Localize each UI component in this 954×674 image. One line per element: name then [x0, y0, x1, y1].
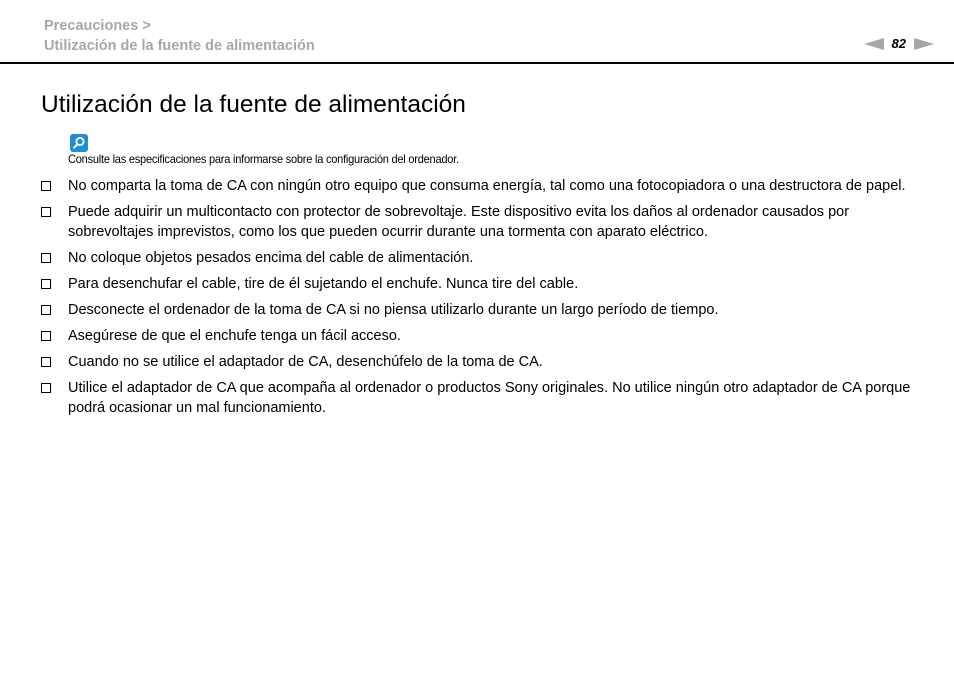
- checkbox-bullet-icon: [41, 383, 51, 393]
- list-item-text: No comparta la toma de CA con ningún otro equipo que consuma energía, tal como una fotocopiadora o una destructora de papel.: [68, 178, 906, 194]
- list-item: [40, 326, 920, 346]
- list-item: [40, 176, 920, 196]
- checkbox-bullet-icon: [41, 279, 51, 289]
- list-item: [40, 202, 920, 242]
- checkbox-bullet-icon: [41, 181, 51, 191]
- previous-page-icon[interactable]: [864, 38, 884, 50]
- list-item: [40, 274, 920, 294]
- checkbox-bullet-icon: [41, 305, 51, 315]
- list-item-text: Para desenchufar el cable, tire de él sujetando el enchufe. Nunca tire del cable.: [68, 276, 579, 292]
- list-item-text: Desconecte el ordenador de la toma de CA si no piensa utilizarlo durante un largo período de tiempo.: [68, 302, 719, 318]
- list-item: [40, 352, 920, 372]
- breadcrumb: [44, 16, 315, 56]
- next-page-icon[interactable]: [914, 38, 934, 50]
- list-item: [40, 248, 920, 268]
- checkbox-bullet-icon: [41, 207, 51, 217]
- list-item-text: No coloque objetos pesados encima del cable de alimentación.: [68, 250, 474, 266]
- pager: [864, 36, 934, 51]
- checkbox-bullet-icon: [41, 357, 51, 367]
- checkbox-bullet-icon: [41, 253, 51, 263]
- page-header: [0, 0, 954, 64]
- breadcrumb-current: Utilización de la fuente de alimentación: [44, 38, 315, 54]
- list-item: [40, 378, 920, 418]
- magnifier-icon: [70, 134, 88, 152]
- note-text: Consulte las especificaciones para informarse sobre la configuración del ordenador.: [68, 152, 459, 166]
- list-item-text: Cuando no se utilice el adaptador de CA, desenchúfelo de la toma de CA.: [68, 354, 543, 370]
- list-item-text: Asegúrese de que el enchufe tenga un fácil acceso.: [68, 328, 401, 344]
- header-rule: [0, 62, 954, 64]
- list-item: [40, 300, 920, 320]
- list-item-text: Utilice el adaptador de CA que acompaña al ordenador o productos Sony originales. No utilice ningún otro adaptador de CA porque podrá ocasionar un mal funcionamiento.: [68, 380, 911, 416]
- page-title: Utilización de la fuente de alimentación: [41, 91, 466, 118]
- breadcrumb-parent-link[interactable]: Precauciones >: [44, 18, 151, 34]
- page-number: 82: [891, 36, 906, 51]
- checkbox-bullet-icon: [41, 331, 51, 341]
- precautions-list: [40, 176, 920, 424]
- list-item-text: Puede adquirir un multicontacto con protector de sobrevoltaje. Este dispositivo evita los daños al ordenador causados por sobrevoltajes imprevistos, como los que pueden ocurrir durante una tormenta con aparato eléctrico.: [68, 204, 850, 240]
